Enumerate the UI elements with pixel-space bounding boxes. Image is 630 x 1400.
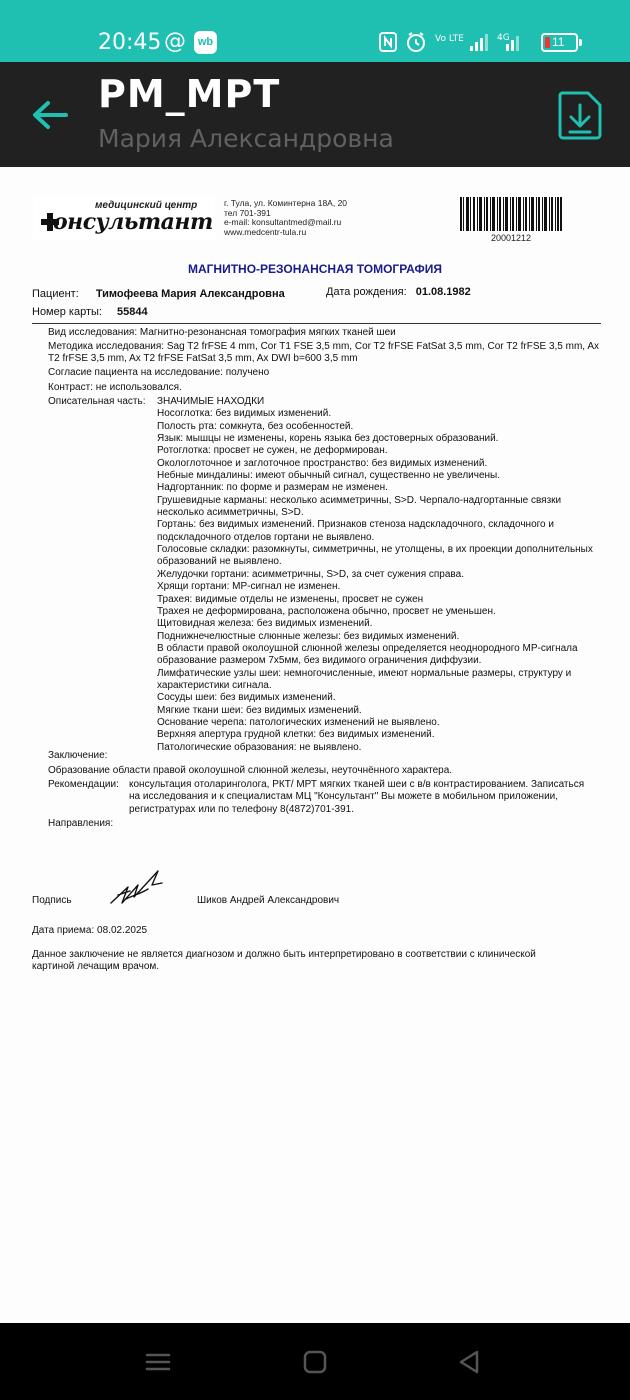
at-icon: @: [164, 29, 186, 54]
divider: [32, 323, 601, 324]
finding-item: Хрящи гортани: МР-сигнал не изменен.: [157, 581, 341, 593]
battery-icon: [541, 33, 578, 52]
birth-label: Дата рождения:: [326, 286, 407, 298]
finding-item: Лимфатические узлы шеи: немногочисленные, имеют нормальные размеры, структуру и характеристики сигнала.: [157, 667, 572, 691]
address-line: г. Тула, ул. Коминтерна 18А, 20: [224, 198, 348, 208]
recommendations-label: Рекомендации:: [48, 779, 119, 790]
home-icon[interactable]: [300, 1347, 330, 1377]
phone-line: тел 701-391: [224, 207, 271, 218]
alarm-icon: [408, 33, 424, 51]
svg-text:Vo LTE: Vo LTE: [435, 34, 464, 44]
nfc-icon: [380, 33, 396, 51]
finding-item: Окологлоточное и заглоточное пространство: без видимых изменений.: [157, 457, 488, 469]
disclaimer: Данное заключение не является диагнозом и должно быть интерпретировано в соответствии с клинической картиной лечащим врачом.: [32, 949, 536, 973]
download-icon[interactable]: [556, 89, 604, 141]
conclusion-label: Заключение:: [48, 750, 108, 761]
app-bar: [0, 62, 630, 167]
back-icon[interactable]: [455, 1347, 485, 1377]
page-title: РМ_МРТ: [98, 72, 281, 116]
document-heading: МАГНИТНО-РЕЗОНАНСНАЯ ТОМОГРАФИЯ: [187, 262, 443, 276]
finding-item: Патологические образования: не выявлено.: [157, 741, 362, 753]
page-subtitle: Мария Александровна: [98, 124, 394, 153]
finding-item: Надгортанник: по форме и размерам не изменен.: [157, 482, 388, 494]
patient-consent: Согласие пациента на исследование: получено: [48, 367, 270, 378]
signature-label: Подпись: [32, 895, 72, 906]
finding-item: Язык: мышцы не изменены, корень языка без достоверных образований.: [157, 433, 499, 445]
finding-item: Голосовые складки: разомкнуты, симметричны, не утолщены, в их проекции дополнительных образований не выявлено.: [157, 544, 593, 568]
patient-name: Тимофеева Мария Александровна: [95, 288, 285, 300]
recent-apps-icon[interactable]: [143, 1347, 173, 1377]
doctor-name: Шиков Андрей Александрович: [197, 895, 340, 906]
finding-item: Трахея: видимые отделы не изменены, просвет не сужен: [157, 593, 424, 605]
logo-tagline: медицинский центр: [95, 200, 198, 211]
svg-text:4G: 4G: [497, 33, 510, 43]
contrast-info: Контраст: не использовался.: [48, 382, 182, 393]
reception-date: Дата приема: 08.02.2025: [32, 925, 148, 936]
wb-app-icon: wb: [194, 31, 217, 54]
clinic-logo: [33, 197, 215, 239]
finding-item: Носоглотка: без видимых изменений.: [157, 408, 332, 420]
status-time: 20:45: [98, 30, 162, 55]
email-line: e-mail: konsultantmed@mail.ru: [224, 217, 342, 227]
finding-item: Желудочки гортани: асимметричны, S>D, за счет сужения справа.: [157, 568, 464, 580]
volte-icon: [435, 34, 464, 44]
card-label: Номер карты:: [32, 306, 102, 318]
finding-item: Щитовидная железа: без видимых изменений.: [157, 618, 373, 630]
signature-image: [108, 867, 164, 909]
finding-item: Сосуды шеи: без видимых изменений.: [157, 692, 336, 704]
patient-row: [32, 288, 285, 300]
signal-icon: [470, 34, 488, 51]
status-bar: [0, 0, 630, 62]
study-type: Вид исследования: Магнитно-резонансная томография мягких тканей шеи: [48, 327, 396, 338]
finding-item: Гортань: без видимых изменений. Признаков стеноза надскладочного, складочного и подскладочного отделов гортани не выявлено.: [157, 519, 554, 543]
battery-level: 11: [552, 35, 565, 49]
finding-item: Полость рта: сомкнута, без особенностей.: [157, 420, 354, 432]
referrals-label: Направления:: [48, 818, 114, 829]
navigation-bar: [0, 1323, 630, 1400]
card-row: [32, 306, 148, 318]
study-method: Методика исследования: Sag T2 frFSE 4 mm, Cor T1 FSE 3,5 mm, Cor T2 frFSE FatSat 3,5 mm, Cor T2 frFSE 3,5 mm, Ax T2 frFSE 3,5 mm, Ax T2 frFSE FatSat 3,5 mm, Ax DWI b=600 3,5 mm: [48, 341, 599, 365]
finding-item: Ротоглотка: просвет не сужен, не деформирован.: [157, 445, 388, 457]
finding-item: Небные миндалины: имеют обычный сигнал, существенно не увеличены.: [157, 470, 501, 482]
back-arrow-icon[interactable]: [30, 98, 70, 132]
description-label: Описательная часть:: [48, 396, 146, 407]
finding-item: Мягкие ткани шеи: без видимых изменений.: [157, 704, 362, 716]
finding-item: Поднижнечелюстные слюнные железы: без видимых изменений.: [157, 630, 460, 642]
document-view: [0, 167, 630, 1323]
status-icons: [378, 30, 538, 54]
birth-date: 01.08.1982: [415, 286, 471, 298]
clinic-address: [224, 199, 347, 237]
4g-signal-icon: [497, 33, 519, 51]
finding-item: Трахея не деформирована, расположена обычно, просвет не уменьшен.: [157, 605, 496, 617]
finding-item: Основание черепа: патологических изменений не выявлено.: [157, 716, 440, 728]
finding-item: В области правой околоушной слюнной железы определяется неоднородного МР-сигнала образование размером 7х5мм, без видимого ограничения диффузии.: [157, 642, 578, 667]
barcode: [460, 197, 562, 231]
finding-item: Грушевидные карманы: несколько асимметричны, S>D. Черпало-надгортанные связки несколько асимметричны, S>D.: [157, 494, 562, 519]
birth-row: [326, 286, 471, 298]
findings-list: [157, 396, 607, 754]
recommendations-text: консультация отоларинголога, РКТ/ МРТ мягких тканей шеи с в/в контрастированием. Записаться на исследования и к специалистам МЦ "Консультант" Вы можете в мобильном приложении, регистратурах или по телефону 8(4872)701-391.: [129, 779, 585, 815]
barcode-number: 20001212: [490, 233, 532, 243]
card-number: 55844: [117, 306, 148, 318]
findings-heading: ЗНАЧИМЫЕ НАХОДКИ: [157, 396, 265, 407]
website-line: www.medcentr-tula.ru: [224, 226, 307, 237]
patient-label: Пациент:: [32, 288, 79, 300]
finding-item: Верхняя апертура грудной клетки: без видимых изменений.: [157, 729, 435, 741]
conclusion-text: Образование области правой околоушной слюнной железы, неуточнённого характера.: [48, 765, 453, 776]
logo-name: онсультант: [53, 209, 213, 235]
